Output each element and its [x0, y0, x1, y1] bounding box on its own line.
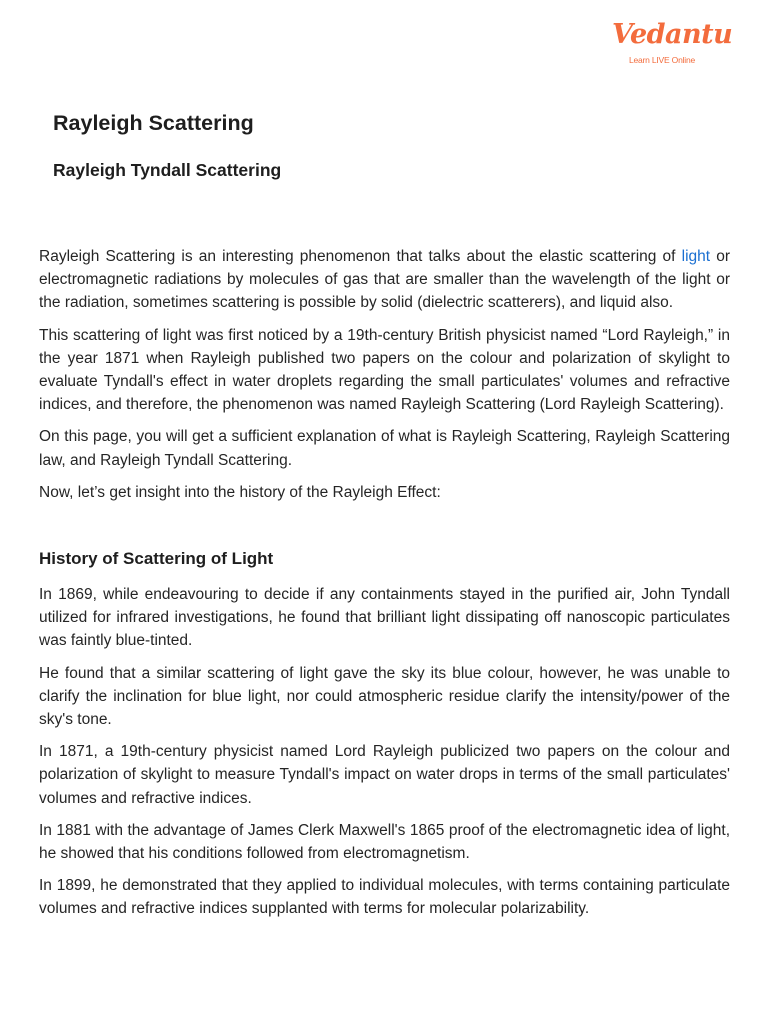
page-title: Rayleigh Scattering [53, 111, 254, 135]
intro-paragraph-4: Now, let’s get insight into the history of the Rayleigh Effect: [39, 483, 441, 501]
history-paragraph: In 1899, he demonstrated that they applied to individual molecules, with terms containing particulate volumes and refractive indices supplanted with terms for molecular polarizability. [39, 877, 730, 918]
history-heading: History of Scattering of Light [39, 549, 274, 569]
page-subtitle: Rayleigh Tyndall Scattering [53, 160, 282, 180]
intro-text-start: Rayleigh Scattering is an interesting phenomenon that talks about the elastic scattering of [39, 248, 682, 265]
history-paragraph: In 1869, while endeavouring to decide if any containments stayed in the purified air, John Tyndall utilized for infrared investigations, he found that brilliant light dissipating off nanoscopic particulates was faintly blue-tinted. [39, 586, 730, 650]
intro-paragraph-1 [39, 245, 730, 315]
light-link[interactable]: light [681, 248, 711, 265]
logo-wordmark: Vedantu [612, 19, 733, 50]
intro-paragraph-3: On this page, you will get a sufficient explanation of what is Rayleigh Scattering, Rayleigh Scattering law, and Rayleigh Tyndall Scattering. [39, 428, 730, 469]
logo-tagline: Learn LIVE Online [628, 55, 696, 65]
intro-paragraph-2: This scattering of light was first noticed by a 19th-century British physicist named “Lord Rayleigh,” in the year 1871 when Rayleigh published two papers on the colour and polarization of skylight to evaluate Tyndall's effect in water droplets regarding the small particulates' volumes and refractive indices, and therefore, the phenomenon was named Rayleigh Scattering (Lord Rayleigh Scattering). [39, 326, 730, 414]
article-body [39, 245, 730, 930]
vedantu-logo[interactable] [612, 19, 733, 66]
history-paragraph: In 1881 with the advantage of James Clerk Maxwell's 1865 proof of the electromagnetic idea of light, he showed that his conditions followed from electromagnetism. [39, 821, 730, 863]
history-paragraph: He found that a similar scattering of light gave the sky its blue colour, however, he was unable to clarify the inclination for blue light, nor could atmospheric residue clarify the intensity/power of the sky's tone. [39, 664, 730, 729]
intro-text-end: or electromagnetic radiations by molecules of gas that are smaller than the wavelength of the light or the radiation, sometimes scattering is possible by solid (dielectric scatterers), and liquid also. [39, 248, 730, 312]
history-paragraph: In 1871, a 19th-century physicist named Lord Rayleigh publicized two papers on the colour and polarization of skylight to measure Tyndall's impact on water drops in terms of the small particulates' volumes and refractive indices. [39, 743, 730, 807]
